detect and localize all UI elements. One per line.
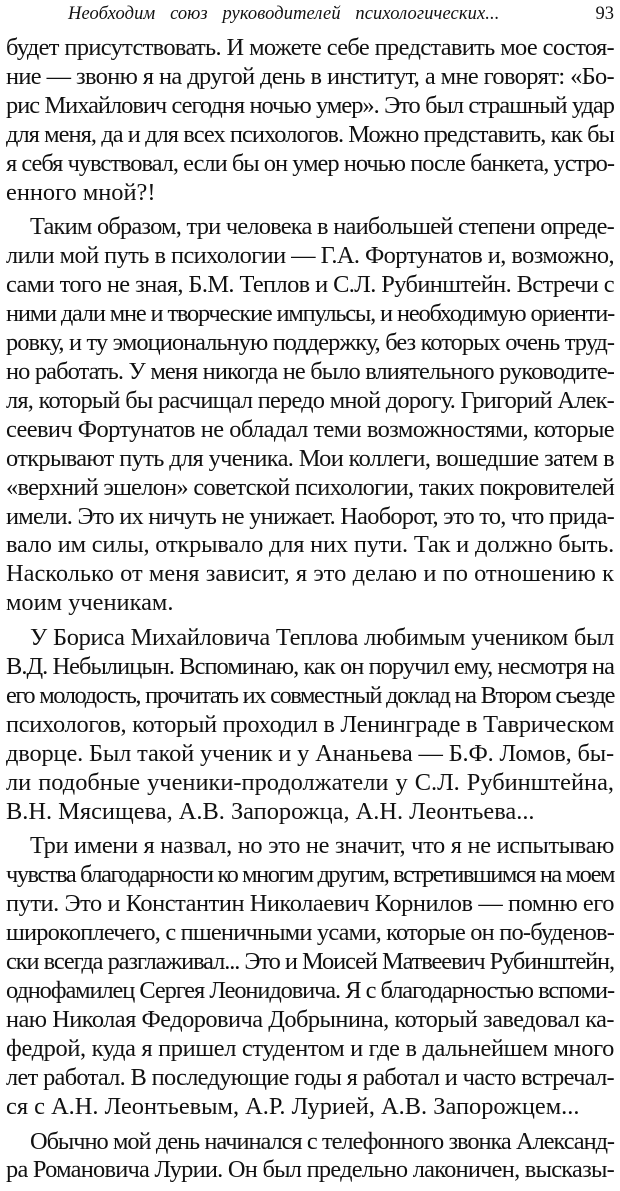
text-line: федрой, куда я пришел студентом и где в дальнейшем много [6,1034,614,1062]
paragraph-4 [6,832,614,1121]
text-line: «верхний эшелон» советской психологии, таких покровителей [6,473,614,501]
text-line: Обычно мой день начинался с телефонного звонка Александ- [30,1127,614,1155]
text-line: будет присутствовать. И можете себе представить мое состоя- [6,34,614,61]
text-line: вало им силы, открывало для них пути. Так и должно быть. [6,531,614,559]
text-line: енного мной?! [6,178,156,206]
text-line: ними дали мне и творческие импульсы, и необходимую ориенти- [6,300,614,328]
text-line: рис Михайлович сегодня ночью умер». Это был страшный удар [6,91,614,119]
text-line: но работать. У меня никогда не было влиятельного руководите- [6,357,614,385]
text-line: его молодость, прочитать их совместный доклад на Втором съезде [6,681,614,709]
paragraph-1 [6,34,614,207]
text-line: лет работал. В последующие годы я работал и часто встречал- [6,1063,614,1091]
text-line: У Бориса Михайловича Теплова любимым учеником был [30,624,614,652]
text-line: чувства благодарности ко многим другим, встретившимся на моем [6,861,614,889]
text-line: сами того не зная, Б.М. Теплов и С.Л. Рубинштейн. Встречи с [6,271,614,299]
text-line: дворце. Был такой ученик и у Ананьева — Б.Ф. Ломов, бы- [6,739,614,767]
paragraph-3 [6,624,614,826]
paragraph-5 [6,1128,614,1186]
text-line: В.Д. Небылицын. Вспоминаю, как он поручил ему, несмотря на [6,653,614,681]
text-line: ски всегда разглаживал... Это и Моисей Матвеевич Рубинштейн, [6,948,614,976]
text-line: моим ученикам. [6,589,174,617]
text-line: ние — звоню я на другой день в институт, а мне говорят: «Бо- [6,62,614,90]
text-line: наю Николая Федоровича Добрынина, который заведовал ка- [6,1005,614,1033]
text-line: для меня, да и для всех психологов. Можно представить, как бы [6,120,614,148]
text-line: ровку, и ту эмоциональную поддержку, без которых очень труд- [6,329,614,357]
running-title: Необходим союз руководителей психологических... [68,4,500,24]
text-line: широкоплечего, с пшеничными усами, которые он по-буденов- [6,919,615,947]
page-number: 93 [595,4,614,24]
text-line: открывают путь для ученика. Мои коллеги, вошедшие затем в [6,444,614,472]
text-line: ся с А.Н. Леонтьевым, А.Р. Лурией, А.В. Запорожцем... [6,1092,580,1120]
text-line: ли подобные ученики-продолжатели у С.Л. Рубинштейна, [6,768,614,796]
paragraph-2 [6,213,614,618]
running-header [6,4,614,30]
text-line: В.Н. Мясищева, А.В. Запорожца, А.Н. Леонтьева... [6,797,535,825]
text-line: Насколько от меня зависит, я это делаю и по отношению к [6,560,614,588]
text-line: Три имени я назвал, но это не значит, что я не испытываю [30,832,614,860]
text-line: я себя чувствовал, если бы он умер ночью после банкета, устро- [6,149,614,177]
text-line: ля, который бы расчищал передо мной дорогу. Григорий Алек- [6,386,614,414]
text-line: имели. Это их ничуть не унижает. Наоборот, это то, что прида- [6,502,615,530]
text-line: пути. Это и Константин Николаевич Корнилов — помню его [6,890,614,918]
text-line: ра Романовича Лурии. Он был предельно лаконичен, высказы- [6,1156,614,1184]
page-body [6,34,614,1191]
text-line: Таким образом, три человека в наибольшей степени опреде- [30,213,614,241]
text-line: однофамилец Сергея Леонидовича. Я с благодарностью вспоми- [6,977,614,1004]
text-line: психологов, который проходил в Ленинграде в Таврическом [6,710,614,738]
text-line: сеевич Фортунатов не обладал теми возможностями, которые [6,415,614,443]
text-line: лили мой путь в психологии — Г.А. Фортунатов и, возможно, [6,242,614,270]
